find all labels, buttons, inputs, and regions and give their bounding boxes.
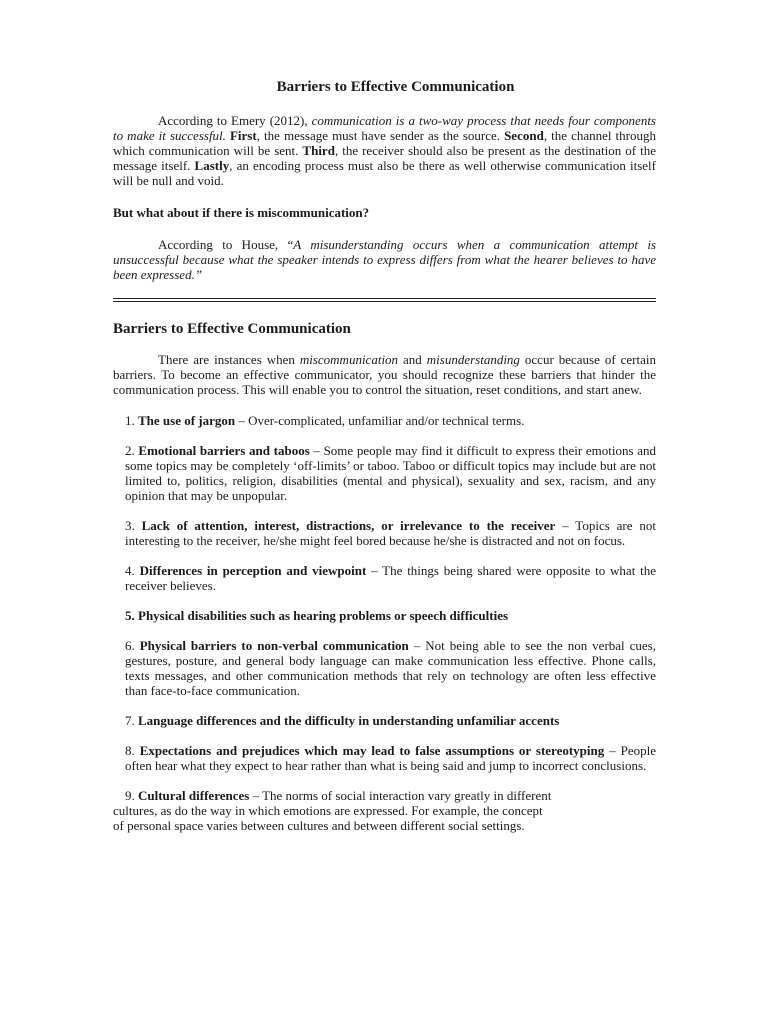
list-item-6: [113, 638, 656, 698]
list-item-1: [113, 413, 656, 428]
house-quote-paragraph: [113, 237, 656, 282]
item-number: 8.: [125, 743, 140, 758]
item-heading: Emotional barriers and taboos: [138, 443, 310, 458]
item-number: 9.: [125, 788, 138, 803]
text-span: , the receiver should also be present as the destination of the message itself.: [113, 143, 657, 173]
text-span: occur because of certain barriers. To become an effective communicator, you should recognize these barriers that hinder the communication process. This will enable you to control the situation, reset conditions, and start anew.: [113, 352, 656, 397]
item-heading: Cultural differences: [138, 788, 250, 803]
text-span: and: [398, 352, 427, 367]
item-number: 4.: [125, 563, 140, 578]
document-title: Barriers to Effective Communication: [276, 79, 515, 95]
item-text: – Over-complicated, unfamiliar and/or technical terms.: [235, 413, 525, 428]
item-text: – Not being able to see the non verbal cues, gestures, posture, and general body language can make communication less effective. Phone calls, texts messages, and other communication methods that rely on technology are often less effective than face-to-face communication.: [125, 638, 656, 698]
text-span: , an encoding process must also be there as well otherwise communication itself will be null and void.: [113, 158, 656, 188]
list-item-7: [113, 713, 656, 728]
list-item-4: [113, 563, 656, 593]
item9-line-3: of personal space varies between cultures and between different social settings.: [113, 818, 525, 833]
item-heading: Differences in perception and viewpoint: [139, 563, 367, 578]
intro-paragraph-emery: [113, 113, 656, 188]
item-text: – The things being shared were opposite to what the receiver believes.: [125, 563, 656, 593]
item-number: 5.: [125, 608, 138, 623]
item-text: – People often hear what they expect to hear rather than what is being said and jump to incorrect conclusions.: [125, 743, 657, 773]
item-text: – The norms of social interaction vary greatly in different: [249, 788, 552, 803]
text-span: According to Emery (2012),: [158, 113, 312, 128]
italic-quote: communication is a two-way process that needs four components to make it successful.: [113, 113, 656, 143]
bold-third: Third: [302, 143, 335, 158]
list-item-9: [113, 788, 656, 833]
list-item-3: [113, 518, 656, 548]
list-item-8: [113, 743, 656, 773]
list-item-5: [113, 608, 656, 623]
bold-second: Second: [504, 128, 544, 143]
item-text: – Some people may find it difficult to express their emotions and some topics may be completely ‘off-limits’ or taboo. Taboo or difficult topics may include but are not limited to, politics, religion, disabilities (mental and physical), sexuality and sex, racism, and any opinion that may be unpopular.: [125, 443, 657, 503]
document-page: [113, 78, 656, 833]
item9-line-2: cultures, as do the way in which emotions are expressed. For example, the concept: [113, 803, 543, 818]
item-number: 2.: [125, 443, 139, 458]
item-heading: Expectations and prejudices which may lead to false assumptions or stereotyping: [139, 743, 605, 758]
item-heading: Physical barriers to non-verbal communication: [139, 638, 409, 653]
item-heading: The use of jargon: [138, 413, 236, 428]
barriers-intro-paragraph: [113, 352, 656, 397]
bold-lastly: Lastly: [194, 158, 230, 173]
item-heading: Physical disabilities such as hearing problems or speech difficulties: [138, 608, 509, 623]
item-heading: Language differences and the difficulty in understanding unfamiliar accents: [138, 713, 560, 728]
item-number: 6.: [125, 638, 140, 653]
item9-line-1: [125, 788, 656, 803]
text-span: , the message must have sender as the source.: [256, 128, 505, 143]
text-span: There are instances when: [158, 352, 300, 367]
italic-miscommunication: miscommunication: [299, 352, 399, 367]
item-heading: Lack of attention, interest, distractions, or irrelevance to the receiver: [141, 518, 556, 533]
list-item-2: [113, 443, 656, 503]
barriers-list: [113, 413, 656, 833]
section-title: Barriers to Effective Communication: [113, 321, 351, 337]
item-number: 1.: [125, 413, 138, 428]
question-heading: But what about if there is miscommunication?: [113, 205, 370, 220]
item-number: 3.: [125, 518, 142, 533]
item-number: 7.: [125, 713, 138, 728]
bold-first: First: [229, 128, 257, 143]
item-text: – Topics are not interesting to the receiver, he/she might feel bored because he/she is distracted and not on focus.: [125, 518, 657, 548]
text-span: , the channel through which communication will be sent.: [113, 128, 656, 158]
double-rule-divider: [113, 298, 656, 302]
italic-quote: A misunderstanding occurs when a communication attempt is unsuccessful because what the speaker intends to express differs from what the hearer believes to have been expressed.”: [113, 237, 656, 282]
italic-misunderstanding: misunderstanding: [426, 352, 520, 367]
text-span: According to House, “: [158, 237, 294, 252]
